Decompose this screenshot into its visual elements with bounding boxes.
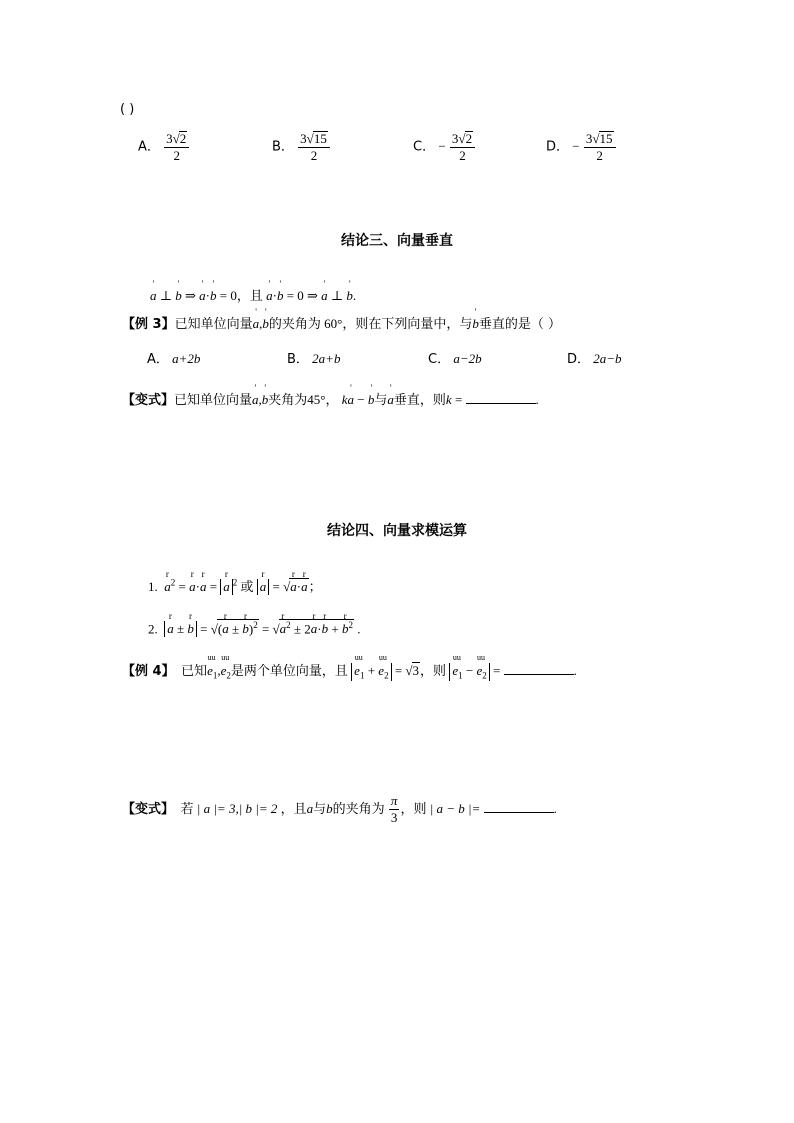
option-d: D． − $\frac{3√15}{2}$ — [546, 131, 617, 164]
magnitude-rule-1: 1. r $a^2 = r$ a·r a = r a $^2$ 或 r a = √r a·r a； — [148, 576, 322, 595]
answer-blank-k[interactable] — [466, 393, 536, 404]
ex3-option-c: C． a−2b — [428, 351, 482, 367]
option-b: B． $\frac{3√15}{2}$ — [272, 131, 331, 164]
answer-paren: ( ) — [120, 102, 135, 117]
example-3: 【例 3】已知单位向量' a,' b的夹角为 60°，则在下列向量中，与' b垂直的是（ ） — [122, 313, 561, 332]
answer-blank-ex4[interactable] — [504, 664, 574, 675]
option-a: A． $\frac{3√2}{2}$ — [138, 131, 190, 164]
option-c: C． − $\frac{3√2}{2}$ — [413, 131, 476, 164]
ex3-option-d: D． 2a−b — [567, 351, 622, 367]
section-title-perpendicular: 结论三、向量垂直 — [341, 233, 453, 249]
ex3-option-a: A． a+2b — [147, 351, 201, 367]
variant-magnitude: 【变式】 若 | a |= 3,| b |= 2 ，且a与b的夹角为 $\frac{\pi}{3}$ ，则 | a − b |= . — [122, 793, 557, 826]
section-title-magnitude: 结论四、向量求模运算 — [327, 523, 467, 539]
variant-perpendicular: 【变式】已知单位向量' a,' b夹角为45°， k' a − ' b与' a垂直，则k = . — [122, 389, 539, 408]
example-4: 【例 4】 已知uu $e_1,uu$ $e_2$是两个单位向量，且 uu $e_1$ + uu $e_2 = √3$，则 uu $e_1$ − uu $e_2$ = . — [122, 660, 577, 681]
ex3-option-b: B． 2a+b — [287, 351, 341, 367]
answer-blank-variant[interactable] — [484, 802, 554, 813]
perpendicular-rule: ' a ⊥ ' b ⇒ ' a·' b = 0，且 ' a·' b = 0 ⇒ ' a ⊥ ' b. — [150, 285, 356, 304]
magnitude-rule-2: 2. r a ± r b = √(r a ± r b)$^2$ = √r $a^2 \pm 2r$ a·r b + r $b^2$ . — [148, 619, 360, 637]
